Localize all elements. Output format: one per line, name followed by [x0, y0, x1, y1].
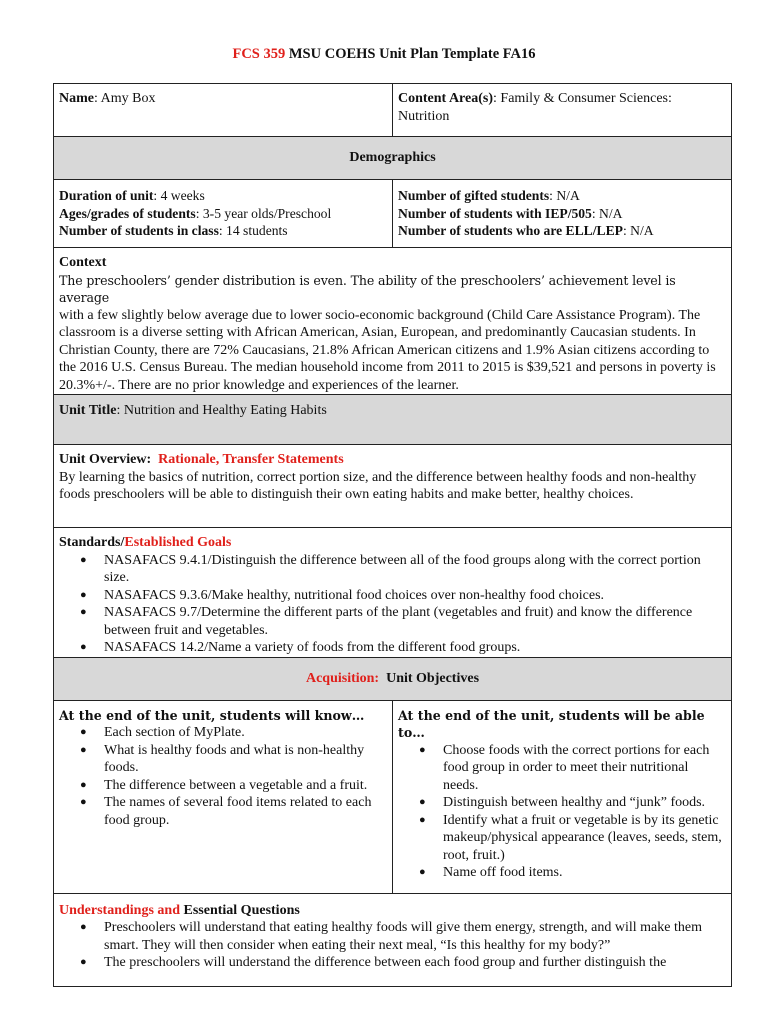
iep-line: Number of students with IEP/505: N/A: [398, 205, 623, 221]
name-label: Name: [59, 91, 94, 106]
list-item: ● Name off food items.: [443, 864, 726, 882]
content-area-label: Content Area(s): [398, 91, 494, 106]
title-text: MSU COEHS Unit Plan Template FA16: [285, 46, 536, 62]
acquisition-heading: [54, 657, 732, 700]
standards-list: [59, 552, 726, 657]
unit-title-cell: [54, 395, 732, 445]
page-title: [0, 46, 768, 64]
overview-sublabel: Rationale, Transfer Statements: [158, 452, 344, 467]
understandings-cell: [54, 893, 732, 986]
able-cell: [393, 700, 732, 893]
unit-title-label: Unit Title: [59, 403, 117, 418]
demographics-heading-text: Demographics: [349, 150, 436, 166]
overview-row: [54, 445, 732, 528]
ell-line: Number of students who are ELL/LEP: N/A: [398, 223, 654, 238]
acquisition-label: Acquisition:: [305, 670, 380, 686]
standards-cell: [54, 528, 732, 658]
acquisition-header-row: [54, 657, 732, 700]
context-first-line: The preschoolers’ gender distribution is even. The ability of the preschoolers’ achievement level is average: [59, 272, 676, 305]
understandings-list: [59, 919, 726, 972]
context-cell: [54, 248, 732, 395]
acquisition-sublabel: Unit Objectives: [386, 670, 480, 686]
essential-questions-label: Essential Questions: [180, 902, 300, 918]
understandings-label: Understandings and: [59, 902, 180, 918]
know-heading: At the end of the unit, students will know…: [59, 707, 365, 723]
able-list: [398, 742, 726, 882]
class-size-line: Number of students in class: 14 students: [59, 223, 288, 238]
list-item: ● Distinguish between healthy and “junk” foods.: [443, 794, 726, 812]
objectives-row: [54, 700, 732, 893]
overview-body: By learning the basics of nutrition, correct portion size, and the difference between healthy foods and non-healthy foods preschoolers will be able to distinguish their own eating habits and make better, healthy choices.: [59, 469, 697, 502]
demographics-header-row: [54, 137, 732, 180]
unit-title-value: : Nutrition and Healthy Eating Habits: [116, 403, 327, 418]
name-cell: [54, 84, 393, 137]
list-item: ● NASAFACS 14.2/Name a variety of foods from the different food groups.: [104, 639, 726, 657]
demographics-left-cell: [54, 180, 393, 248]
list-item: ● NASAFACS 9.3.6/Make healthy, nutritional food choices over non-healthy food choices.: [104, 587, 726, 605]
demographics-row: [54, 180, 732, 248]
list-item: ● The names of several food items related to each food group.: [104, 794, 387, 829]
know-list: [59, 724, 387, 829]
context-body: with a few slightly below average due to lower socio-economic background (Child Care Assistance Program). The classroom is a diverse setting with African American, Asian, European, and predominantly Caucasian students. In Christian County, there are 72% Caucasians, 21.8% African American citizens and 1.9% Asian citizens according to the 2016 U.S. Census Bureau. The median household income from 2011 to 2015 is $39,521 and persons in poverty is 20.3%+/-. There are no prior knowledge and experiences of the learner.: [59, 307, 716, 393]
list-item: ● The difference between a vegetable and a fruit.: [104, 777, 387, 795]
content-area-cell: [393, 84, 732, 137]
overview-label: Unit Overview:: [59, 452, 152, 467]
list-item: ● Preschoolers will understand that eating healthy foods will give them energy, strength, and will make them smart. They will then consider when eating their next meal, “Is this healthy for my body?”: [104, 919, 726, 954]
list-item: ● What is healthy foods and what is non-healthy foods.: [104, 742, 387, 777]
list-item: ● Choose foods with the correct portions for each food group in order to meet their nutritional needs.: [443, 742, 726, 795]
list-item: ● The preschoolers will understand the difference between each food group and further distinguish the: [104, 954, 726, 972]
name-value: : Amy Box: [94, 91, 156, 106]
duration-line: Duration of unit: 4 weeks: [59, 188, 205, 203]
list-item: ● Identify what a fruit or vegetable is by its genetic makeup/physical appearance (leaves, seeds, stem, root, fruit.): [443, 812, 726, 865]
able-heading: At the end of the unit, students will be able to…: [398, 707, 705, 740]
ages-line: Ages/grades of students: 3-5 year olds/Preschool: [59, 205, 332, 221]
list-item: ● NASAFACS 9.7/Determine the different parts of the plant (vegetables and fruit) and know the difference between fruit and vegetables.: [104, 604, 726, 639]
unit-title-row: [54, 395, 732, 445]
unit-plan-table: [53, 83, 732, 987]
standards-sublabel: Established Goals: [124, 535, 232, 550]
standards-label: Standards/: [59, 535, 125, 550]
demographics-heading: [54, 137, 732, 180]
overview-cell: [54, 445, 732, 528]
info-row: [54, 84, 732, 137]
gifted-line: Number of gifted students: N/A: [398, 188, 580, 203]
context-row: [54, 248, 732, 395]
list-item: ● Each section of MyPlate.: [104, 724, 387, 742]
content-area-value: : Family & Consumer Sciences: Nutrition: [398, 91, 672, 124]
demographics-right-cell: [393, 180, 732, 248]
understandings-row: [54, 893, 732, 986]
know-cell: [54, 700, 393, 893]
standards-row: [54, 528, 732, 658]
title-course-code: FCS 359: [232, 46, 286, 62]
context-heading: Context: [59, 255, 107, 270]
list-item: ● NASAFACS 9.4.1/Distinguish the difference between all of the food groups along with the correct portion size.: [104, 552, 726, 587]
